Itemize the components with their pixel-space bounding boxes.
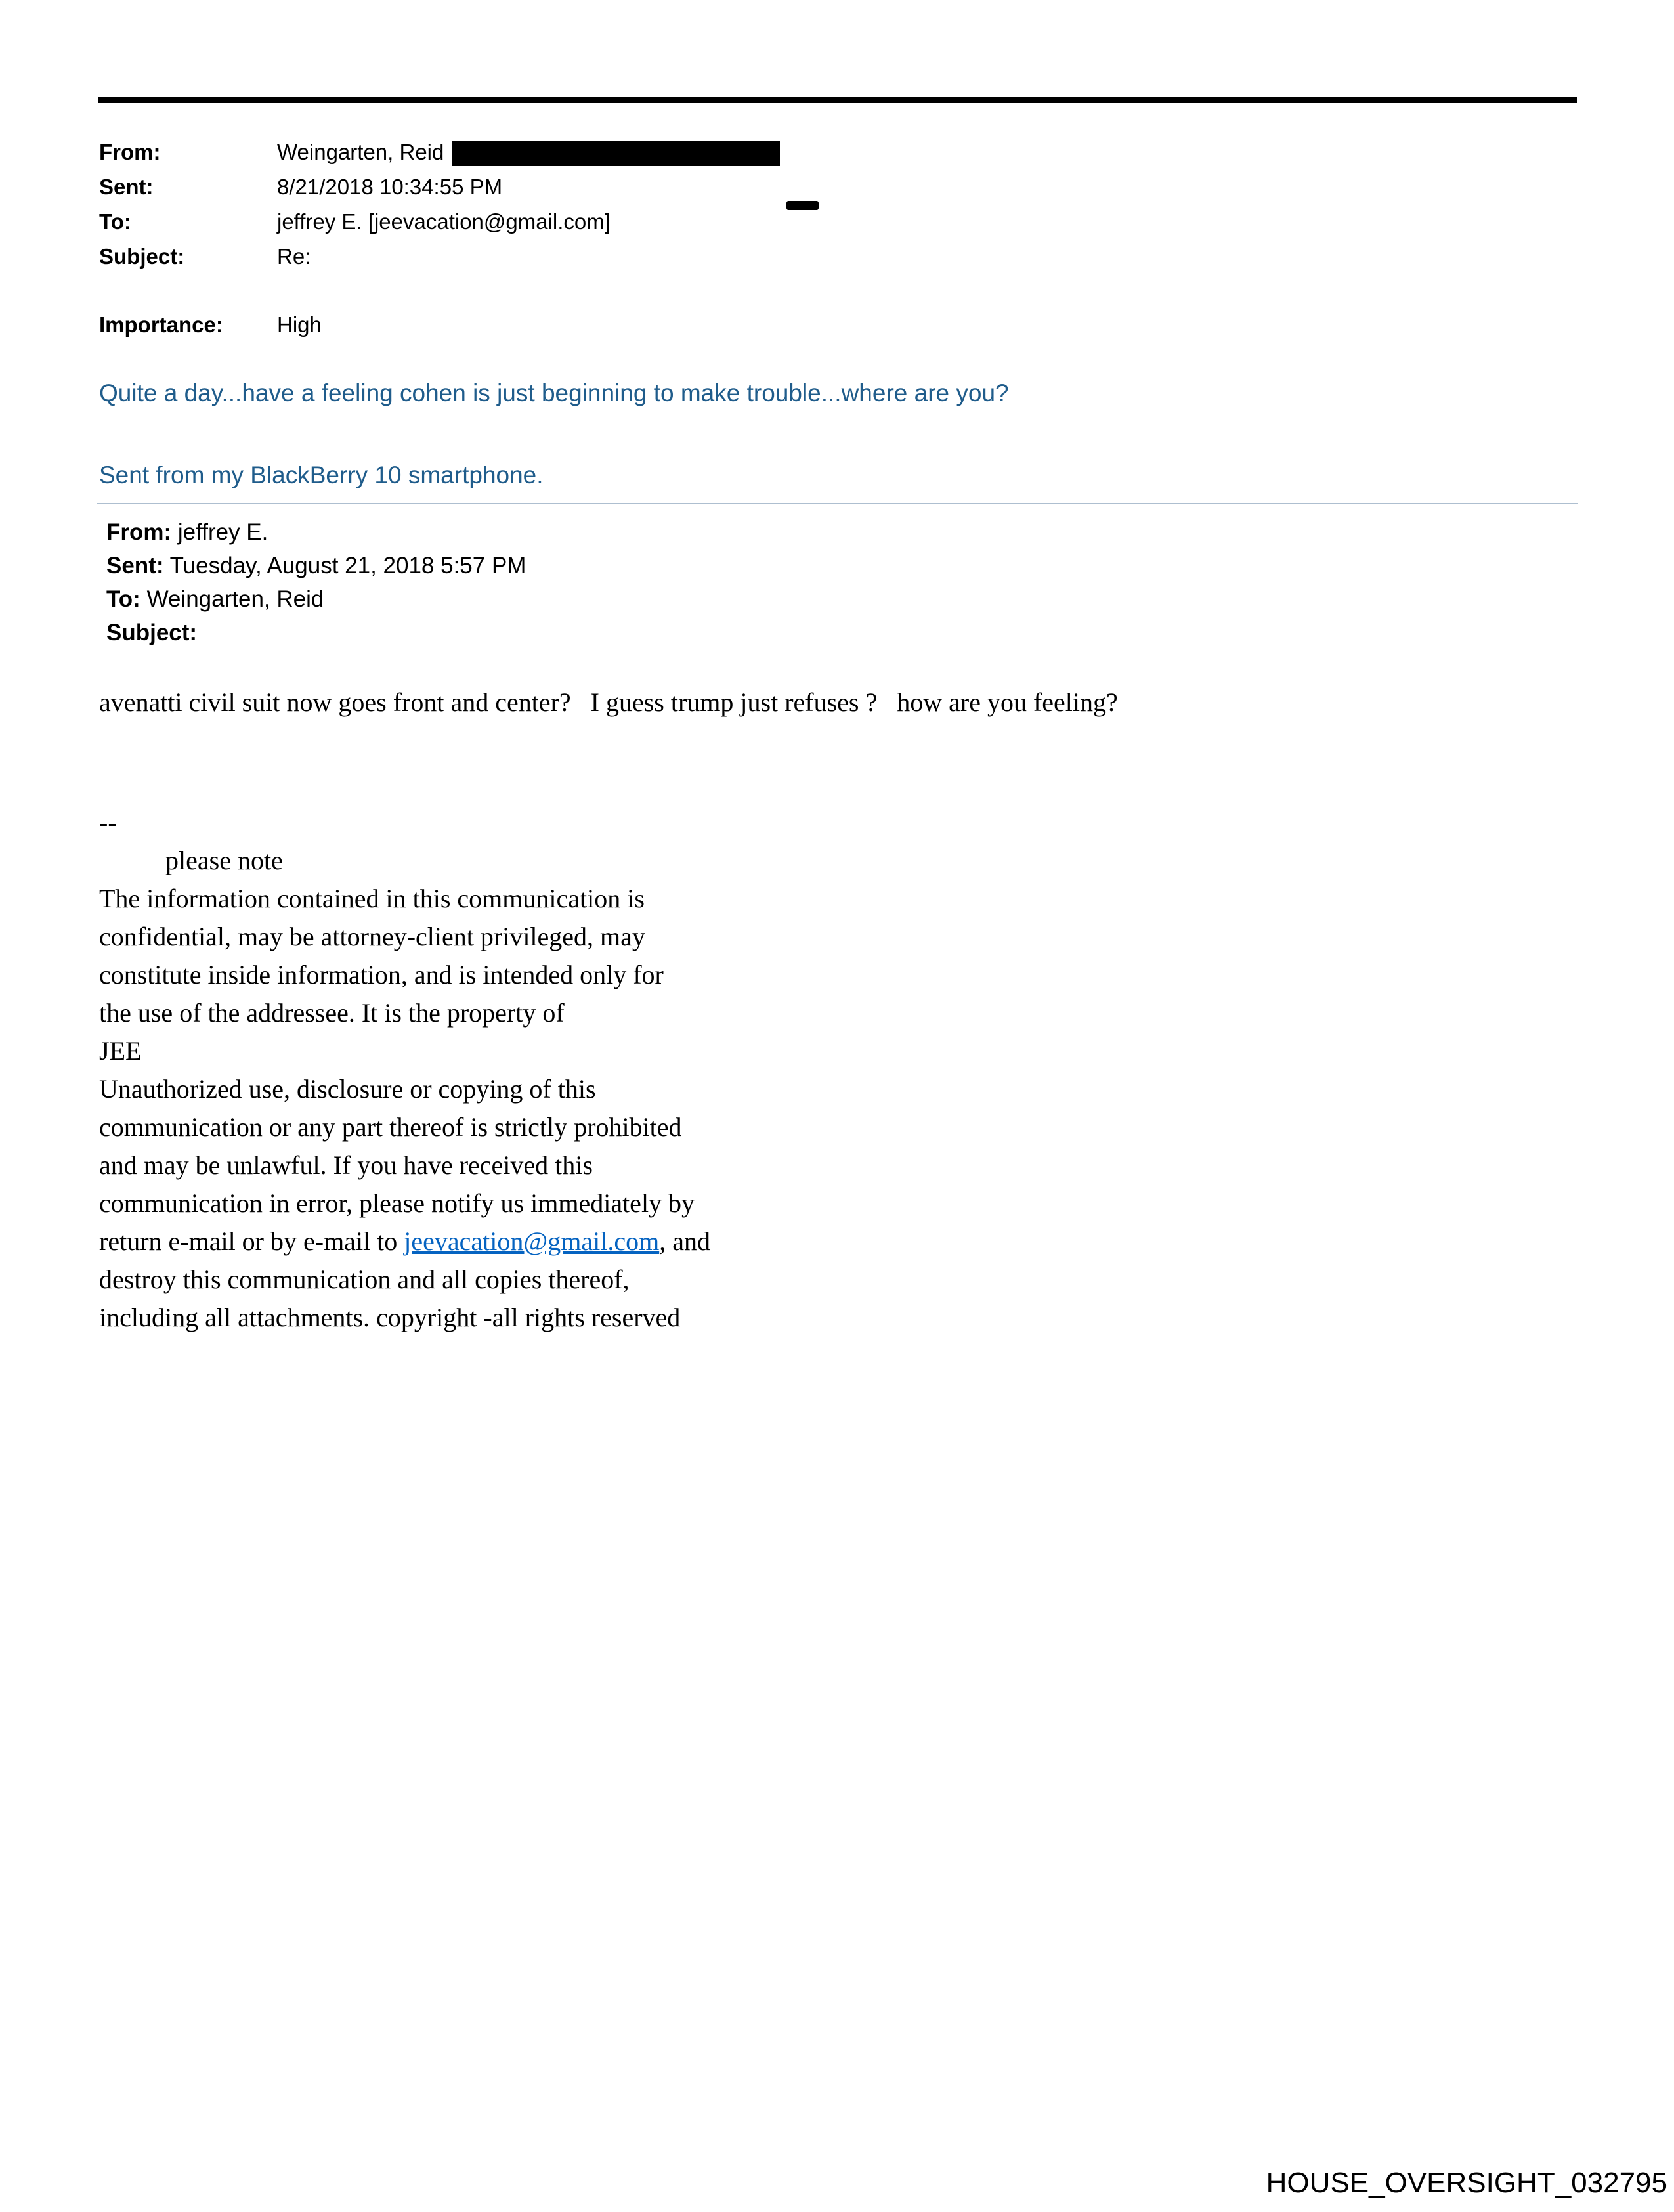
- disclaimer-line: constitute inside information, and is intended only for: [99, 960, 664, 989]
- disclaimer-title: please note: [165, 846, 283, 875]
- quoted-row-from: [106, 515, 526, 549]
- signature-dashes: --: [99, 808, 117, 837]
- quoted-row-sent: [106, 549, 526, 582]
- email-address-link[interactable]: jeevacation@gmail.com: [404, 1226, 660, 1256]
- quoted-message-divider: [97, 503, 1578, 504]
- subject-value: Re:: [277, 244, 311, 269]
- disclaimer-line: the use of the addressee. It is the property of: [99, 998, 565, 1028]
- disclaimer-line: communication or any part thereof is strictly prohibited: [99, 1112, 682, 1142]
- header-row-subject: [99, 239, 780, 274]
- disclaimer-link-post: , and: [659, 1226, 710, 1256]
- disclaimer-line: including all attachments. copyright -all rights reserved: [99, 1303, 681, 1332]
- subject-label: Subject:: [99, 244, 185, 269]
- quoted-body-text: avenatti civil suit now goes front and center? I guess trump just refuses ? how are you feeling?: [99, 687, 1118, 717]
- header-row-to: [99, 204, 780, 239]
- header-row-sent: [99, 169, 780, 204]
- disclaimer-line: and may be unlawful. If you have received this: [99, 1150, 593, 1180]
- disclaimer-line: confidential, may be attorney-client privileged, may: [99, 922, 645, 951]
- blackberry-signature: Sent from my BlackBerry 10 smartphone.: [99, 462, 544, 488]
- disclaimer-block: [99, 804, 710, 1337]
- message-body-text: Quite a day...have a feeling cohen is just beginning to make trouble...where are you?: [99, 380, 1009, 406]
- importance-value: High: [277, 313, 322, 337]
- from-label: From:: [99, 140, 161, 164]
- quoted-sent-label: Sent:: [106, 553, 164, 578]
- from-name: Weingarten, Reid: [277, 140, 444, 164]
- disclaimer-line: destroy this communication and all copies thereof,: [99, 1265, 630, 1294]
- from-value: [277, 135, 780, 169]
- quoted-row-to: [106, 582, 526, 616]
- disclaimer-line: Unauthorized use, disclosure or copying of this: [99, 1074, 596, 1104]
- quoted-to-value: Weingarten, Reid: [146, 586, 324, 612]
- quoted-subject-label: Subject:: [106, 620, 198, 645]
- disclaimer-line: The information contained in this communication is: [99, 884, 645, 913]
- header-row-from: [99, 135, 780, 169]
- redaction-bar: [452, 141, 780, 166]
- sent-label: Sent:: [99, 175, 154, 199]
- disclaimer-link-line: [99, 1223, 710, 1261]
- quoted-from-value: jeffrey E.: [177, 519, 268, 545]
- sent-value: 8/21/2018 10:34:55 PM: [277, 175, 503, 199]
- quoted-sent-value: Tuesday, August 21, 2018 5:57 PM: [169, 553, 526, 578]
- email-header-block: [99, 135, 780, 274]
- disclaimer-line: JEE: [99, 1036, 142, 1066]
- quoted-row-subject: [106, 616, 526, 649]
- quoted-to-label: To:: [106, 586, 140, 612]
- quoted-header-block: [106, 515, 526, 649]
- to-label: To:: [99, 209, 131, 234]
- disclaimer-link-pre: return e-mail or by e-mail to: [99, 1226, 404, 1256]
- importance-label: Importance:: [99, 313, 223, 337]
- to-value: jeffrey E. [jeevacation@gmail.com]: [277, 209, 611, 234]
- quoted-from-label: From:: [106, 519, 172, 545]
- bates-number: HOUSE_OVERSIGHT_032795: [1266, 2167, 1667, 2199]
- redaction-mark: [786, 201, 819, 210]
- top-divider-rule: [98, 97, 1577, 103]
- header-row-importance: [99, 307, 322, 342]
- disclaimer-line: communication in error, please notify us immediately by: [99, 1188, 695, 1218]
